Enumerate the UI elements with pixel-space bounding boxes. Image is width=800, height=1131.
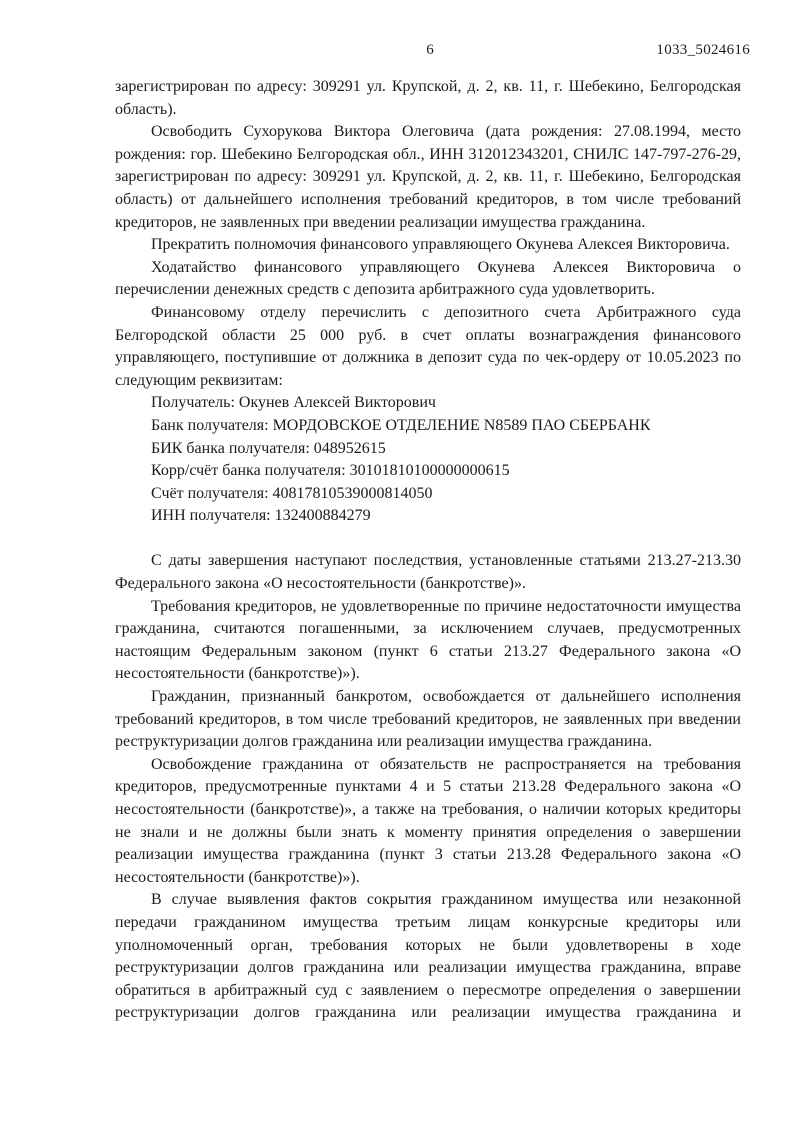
page-header bbox=[115, 42, 750, 62]
page-number: 6 bbox=[426, 42, 434, 58]
requisite-line-inn: ИНН получателя: 132400884279 bbox=[151, 507, 371, 525]
document-body bbox=[115, 76, 741, 1025]
concealment-clause: В случае выявления фактов сокрытия гражданином имущества или незаконной передачи гражданином имущества третьим лицам конкурсные кредиторы или уполномоченный орган, требования которых не были удовлетворены в ходе реструктуризации долгов гражданина или реализации имущества гражданина, вправе обратиться в арбитражный суд с заявлением о пересмотре определения о завершении реструктуризации долгов гражданина или реализации имущества гражданина и bbox=[115, 891, 741, 1022]
requisite-line-account: Счёт получателя: 40817810539000814050 bbox=[151, 484, 433, 502]
motion-clause: Ходатайство финансового управляющего Окунева Алексея Викторовича о перечислении денежных средств с депозита арбитражного суда удовлетворить. bbox=[115, 258, 741, 299]
discharge-general-clause: Гражданин, признанный банкротом, освобождается от дальнейшего исполнения требований кредиторов, в том числе требований кредиторов, не заявленных при введении реструктуризации долгов гражданина или реализации имущества гражданина. bbox=[115, 688, 741, 751]
text-continuation: зарегистрирован по адресу: 309291 ул. Крупской, д. 2, кв. 11, г. Шебекино, Белгородская область). bbox=[115, 78, 741, 118]
discharge-exceptions-clause: Освобождение гражданина от обязательств не распространяется на требования кредиторов, предусмотренные пунктами 4 и 5 статьи 213.28 Федерального закона «О несостоятельности (банкротстве)», а также на требования, о наличии которых кредиторы не знали и не должны были знать к моменту принятия определения о завершении реализации имущества гражданина (пункт 3 статьи 213.28 Федерального закона «О несостоятельности (банкротстве)»). bbox=[115, 755, 741, 886]
terminate-powers-clause: Прекратить полномочия финансового управляющего Окунева Алексея Викторовича. bbox=[151, 236, 730, 254]
document-id: 1033_5024616 bbox=[656, 42, 750, 58]
consequences-clause: С даты завершения наступают последствия, установленные статьями 213.27-213.30 Федерального закона «О несостоятельности (банкротстве)». bbox=[115, 552, 741, 593]
blank-line bbox=[115, 528, 741, 551]
discharge-clause: Освободить Сухорукова Виктора Олеговича (дата рождения: 27.08.1994, место рождения: гор. Шебекино Белгородская обл., ИНН 312012343201, СНИЛС 147-797-276-29, зарегистрирован по адресу: 309291 ул. Крупской, д. 2, кв. 11, г. Шебекино, Белгородская область) от дальнейшего исполнения требований кредиторов, в том числе требований кредиторов, не заявленных при введении реализации имущества гражданина. bbox=[115, 123, 741, 231]
claims-settled-clause: Требования кредиторов, не удовлетворенные по причине недостаточности имущества гражданина, считаются погашенными, за исключением случаев, предусмотренных настоящим Федеральным законом (пункт 6 статьи 213.27 Федерального закона «О несостоятельности (банкротстве)»). bbox=[115, 597, 741, 683]
requisite-line-bik: БИК банка получателя: 048952615 bbox=[151, 439, 386, 457]
payment-order-clause: Финансовому отделу перечислить с депозитного счета Арбитражного суда Белгородской области 25 000 руб. в счет оплаты вознаграждения финансового управляющего, поступившие от должника в депозит суда по чек-ордеру от 10.05.2023 по следующим реквизитам: bbox=[115, 303, 741, 389]
requisite-line-corr-account: Корр/счёт банка получателя: 30101810100000000615 bbox=[151, 462, 510, 480]
requisite-line-bank: Банк получателя: МОРДОВСКОЕ ОТДЕЛЕНИЕ N8589 ПАО СБЕРБАНК bbox=[151, 416, 651, 434]
requisite-line-recipient: Получатель: Окунев Алексей Викторович bbox=[151, 394, 436, 412]
